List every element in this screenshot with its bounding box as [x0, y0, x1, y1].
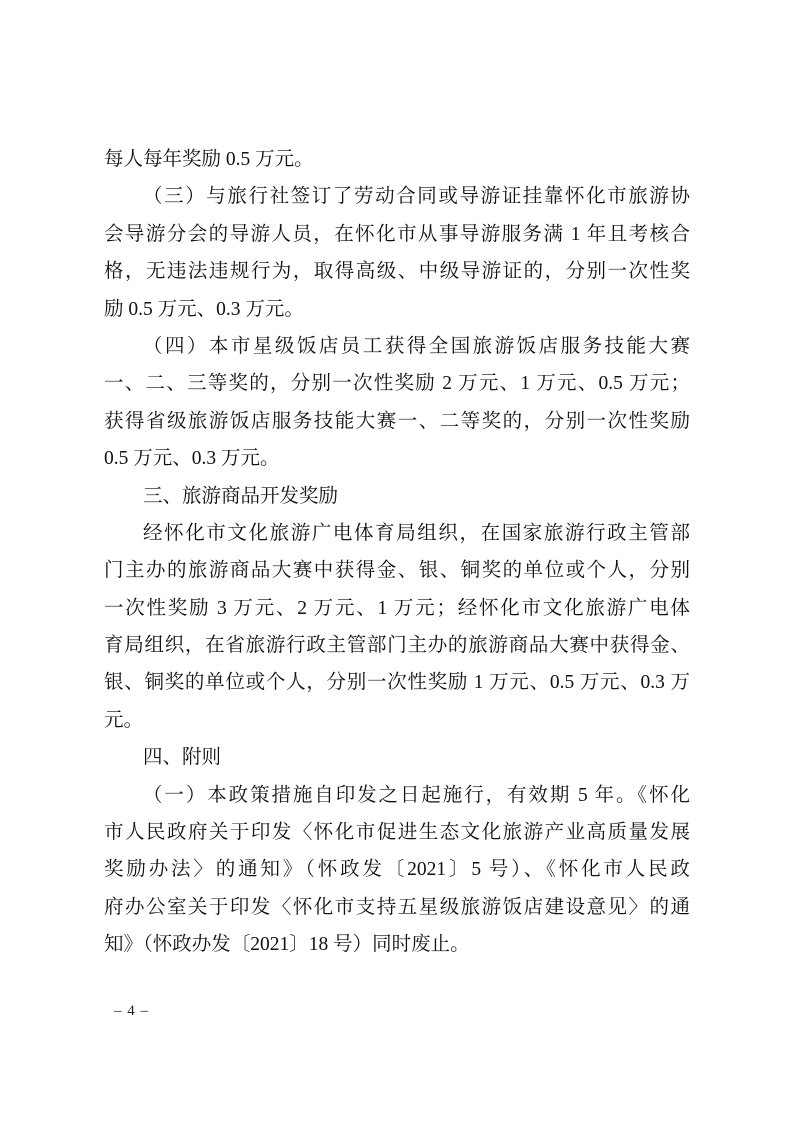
text-line: 励 0.5 万元、0.3 万元。: [104, 298, 304, 320]
heading-section-three-commodity-development-reward: [104, 478, 690, 515]
text-line: 市人民政府关于印发〈怀化市促进生态文化旅游产业高质量发展: [104, 822, 690, 844]
text-line: （四）本市星级饭店员工获得全国旅游饭店服务技能大赛: [143, 335, 690, 357]
text-line: 三、旅游商品开发奖励: [143, 485, 339, 507]
para-item-one-effective-period-and-repeal: [104, 777, 690, 964]
document-body: [104, 141, 690, 964]
text-line: 每人每年奖励 0.5 万元。: [104, 149, 314, 170]
para-guide-annual-reward-continuation: [104, 141, 690, 178]
text-line: 一、二、三等奖的，分别一次性奖励 2 万元、1 万元、0.5 万元；: [104, 373, 690, 395]
page-number: – 4 –: [114, 1003, 149, 1019]
text-line: 0.5 万元、0.3 万元。: [104, 448, 280, 470]
text-line: 经怀化市文化旅游广电体育局组织，在国家旅游行政主管部: [143, 522, 690, 544]
text-line: 获得省级旅游饭店服务技能大赛一、二等奖的，分别一次性奖励: [104, 410, 690, 432]
text-line: 元。: [104, 709, 144, 731]
text-line: 一次性奖励 3 万元、2 万元、1 万元；经怀化市文化旅游广电体: [104, 597, 690, 619]
text-line: 四、附则: [143, 747, 222, 769]
text-line: 格，无违法违规行为，取得高级、中级导游证的，分别一次性奖: [104, 261, 690, 283]
text-line: 知》（怀政办发〔2021〕18 号）同时废止。: [104, 934, 470, 956]
text-line: 会导游分会的导游人员，在怀化市从事导游服务满 1 年且考核合: [104, 223, 690, 245]
text-line: 门主办的旅游商品大赛中获得金、银、铜奖的单位或个人，分别: [104, 560, 690, 582]
text-line: （一）本政策措施自印发之日起施行，有效期 5 年。《怀化: [143, 784, 690, 806]
text-line: 银、铜奖的单位或个人，分别一次性奖励 1 万元、0.5 万元、0.3 万: [104, 672, 690, 694]
text-line: （三）与旅行社签订了劳动合同或导游证挂靠怀化市旅游协: [143, 186, 690, 208]
para-item-three-guide-certificate-reward: [104, 178, 690, 328]
para-item-four-hotel-skill-contest-reward: [104, 328, 690, 478]
text-line: 奖励办法〉的通知》（怀政发〔2021〕5 号）、《怀化市人民政: [104, 859, 690, 881]
para-commodity-contest-reward: [104, 515, 690, 739]
text-line: 育局组织，在省旅游行政主管部门主办的旅游商品大赛中获得金、: [104, 635, 690, 657]
text-line: 府办公室关于印发〈怀化市支持五星级旅游饭店建设意见〉的通: [104, 896, 690, 918]
heading-section-four-supplementary-provisions: [104, 739, 690, 776]
